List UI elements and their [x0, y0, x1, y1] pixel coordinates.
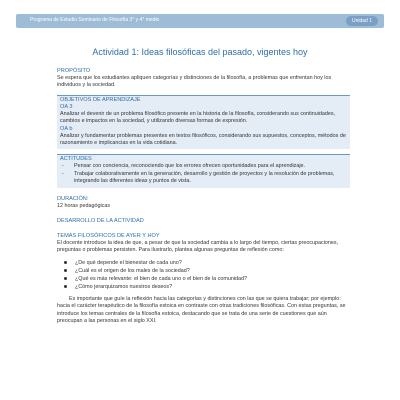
list-item: - Pensar con conciencia, reconociendo que los errores ofrecen oportunidades para el aprendizaje. — [62, 163, 306, 170]
list-item: ¿Qué es más relevante: el bien de cada uno o el bien de la comunidad? — [57, 275, 350, 283]
oab-label: OA b — [60, 125, 73, 132]
actitudes-list — [60, 163, 347, 185]
list-item: ¿Cuál es el origen de los males de la sociedad? — [57, 267, 350, 275]
proposito-heading: PROPÓSITO — [57, 68, 91, 74]
list-item: - Trabajar colaborativamente en la generación, desarrollo y gestión de proyectos y la resolución de problemas, integrando las diferentes ideas y puntos de vista. — [62, 170, 335, 185]
header-program-text: Programa de Estudio Seminario de Filosofía 3° y 4° medio — [30, 17, 160, 23]
objetivos-box — [57, 95, 350, 150]
content-area — [57, 68, 350, 326]
activity-title: Actividad 1: Ideas filosóficas del pasado, vigentes hoy — [92, 47, 308, 57]
actitudes-box — [57, 154, 350, 187]
temas-intro: El docente introduce la idea de que, a pesar de que la sociedad cambia a lo largo del tiempo, ciertas preocupaciones, preguntas o problemas persisten. Para ilustrarlo, plantea algunas preguntas de reflexión como: — [57, 240, 339, 254]
desarrollo-heading: DESARROLLO DE LA ACTIVIDAD — [57, 218, 144, 225]
duracion-heading: DURACIÓN: — [57, 195, 89, 202]
temas-closing: Es importante que guíe la reflexión hacia las categorías y distinciones con las que se quiera trabajar; por ejemplo: hacia el carácter terapéutico de la filosofía estoica en contraste con otras tradiciones filosóficas. Con estas preguntas, se introduce los temas centrales de la filosofía estoica, destacando que se trata de una serie de cuestiones que aún preocupan a las personas en el siglo XXI. — [57, 295, 346, 325]
actitudes-heading: ACTITUDES — [60, 156, 92, 163]
list-item: ¿Cómo jerarquizamos nuestros deseos? — [57, 283, 350, 291]
unit-badge: Unidad 1 — [346, 16, 378, 26]
oa3-text: Analizar el devenir de un problema filosófico presente en la historia de la filosofía, considerando sus continuidades, cambios e impactos en la sociedad, y utilizando diversas formas de expresión. — [60, 110, 336, 125]
questions-list — [57, 259, 350, 291]
temas-heading: TEMAS FILOSÓFICOS DE AYER Y HOY — [57, 233, 160, 240]
list-item: ¿De qué depende el bienestar de cada uno? — [57, 259, 350, 267]
duracion-text: 12 horas pedagógicas — [57, 202, 111, 209]
proposito-text: Se espera que los estudiantes apliquen categorías y distinciones de la filosofía, a problemas que enfrentan hoy los individuos y la sociedad. — [57, 75, 332, 89]
oa3-label: OA 3 — [60, 103, 73, 110]
oab-text: Analizar y fundamentar problemas presentes en textos filosóficos, considerando sus supuestos, conceptos, métodos de razonamiento e implicancias en la vida cotidiana. — [60, 132, 346, 147]
header-bar — [16, 14, 384, 28]
objetivos-heading: OBJETIVOS DE APRENDIZAJE — [60, 96, 141, 103]
